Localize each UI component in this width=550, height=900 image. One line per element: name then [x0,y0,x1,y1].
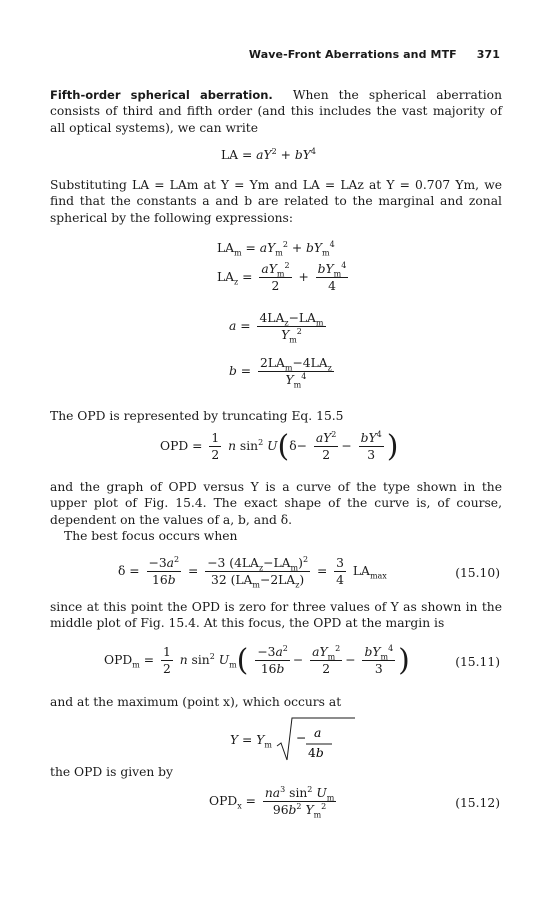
equation-y-max: $Y = Y_m$ − a 4b [230,716,356,765]
equation-number-15-12: (15.12) [455,796,500,810]
page-number: 371 [476,48,500,61]
paragraph-text: and at the maximum (point x), which occurs at [50,695,342,709]
paragraph-maximum [50,694,502,710]
paragraph-graph [50,479,502,528]
equation-a: a = $\frac{4LA_z-LA_m}{Y_m^2}$ [229,311,324,345]
equation-number-15-11: (15.11) [455,655,500,669]
paragraph-text: When the spherical aberration consists of third and fifth order (and this includes the vast majority of all optical systems), we can write [50,88,502,135]
paragraph-opd-truncating [50,408,502,424]
svg-text:a: a [313,726,322,740]
page-header [249,48,500,61]
equation-opd: OPD = $\frac{1}{2}$ n $\sin^2 U(\delta-$ $\frac{aY^2}{2}$ − $\frac{bY^4}{3}$ ) [160,429,399,464]
paragraph-best-focus [50,528,502,544]
section-run-in-heading: Fifth-order spherical aberration. [50,88,273,102]
paragraph-opd-given [50,764,502,780]
equation-la: LA = $aY^2 + bY^4$ [221,146,316,162]
svg-text:4b: 4b [307,746,324,760]
paragraph-fifth-order [50,87,502,136]
square-root-symbol [276,716,356,765]
equation-b: b = $\frac{2LA_m-4LA_z}{Y_m^4}$ [229,356,332,390]
paragraph-text: the OPD is given by [50,765,173,779]
equation-la-z: $LA_z$ = $\frac{aY_m^2}{2}$ + $\frac{bY_m^4}{4}$ [217,260,347,293]
equation-number-15-10: (15.10) [455,566,500,580]
equation-15-11: $OPD_m$ = $\frac{1}{2}$ n $\sin^2 U_m$( $\frac{-3a^2}{16b}$ − $\frac{aY_m^2}{2}$ − $\frac{bY_m^4}{3}$ ) [104,643,410,678]
running-title: Wave-Front Aberrations and MTF [248,48,457,61]
paragraph-text: The best focus occurs when [64,529,238,543]
paragraph-text: and the graph of OPD versus Y is a curve of the type shown in the upper plot of Fig. 15.4. The exact shape of the curve is, of course, dependent on the values of a, b, and δ. [50,480,502,527]
equation-15-12: $OPD_x$ = $\frac{na^3 \sin^2 U_m}{96b^2 Y_m^2}$ [209,784,335,820]
equation-15-10: δ = $\frac{-3a^2}{16b}$ = $\frac{-3 (4LA_z-LA_m)^2}{32 (LA_m-2LA_z)}$ = $\frac{3}{4}$ $LA_{max}$ [118,554,387,590]
paragraph-text: since at this point the OPD is zero for three values of Y as shown in the middle plot of Fig. 15.4. At this focus, the OPD at the margin is [50,600,502,631]
equation-la-m: $LA_m = aY_m^2 + bY_m^4$ [217,239,335,258]
paragraph-text: The OPD is represented by truncating Eq. 15.5 [50,409,344,423]
paragraph-text: Substituting LA = LAm at Y = Ym and LA = LAz at Y = 0.707 Ym, we find that the constants a and b are related to the marginal and zonal spherical by the following expressions: [50,178,502,225]
paragraph-this-point [50,599,502,632]
paragraph-substituting [50,177,502,226]
svg-text:−: − [295,731,307,745]
